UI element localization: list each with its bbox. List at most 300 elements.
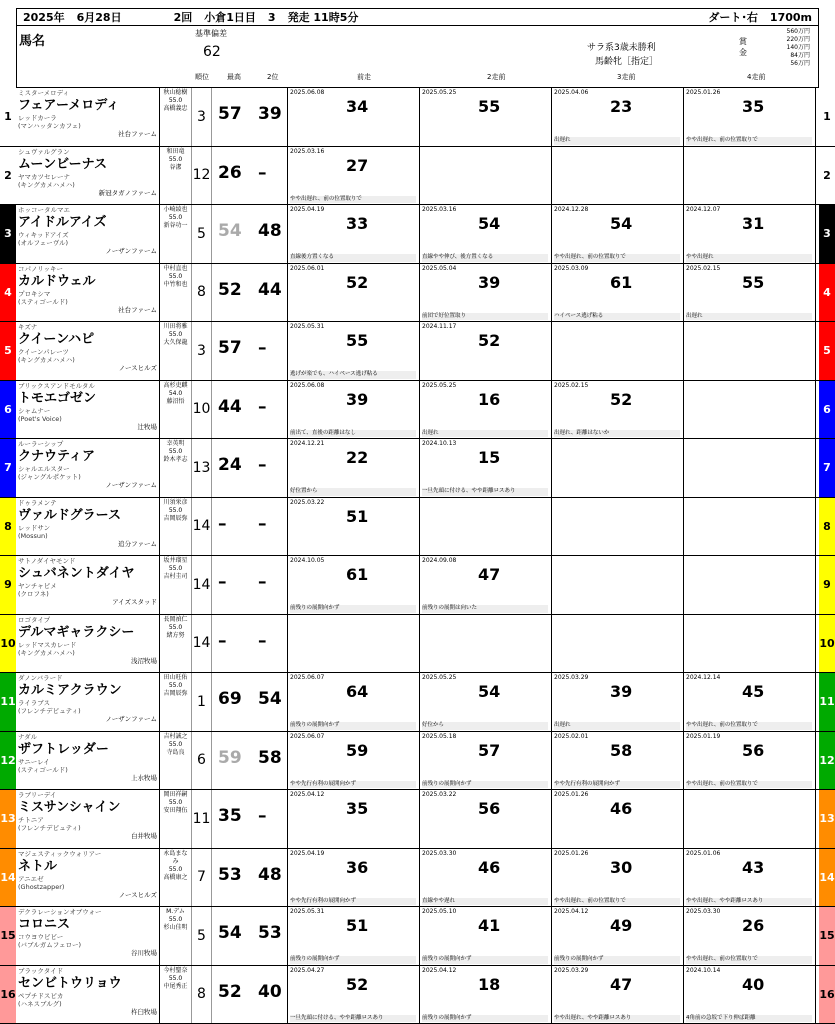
owner-name: アイズスタッド <box>112 598 157 606</box>
past-race-2 <box>420 147 552 205</box>
horse-number-left: 2 <box>0 147 16 205</box>
past-race-date: 2025.05.25 <box>422 89 457 96</box>
past-race-note: 前残りの展開向かず <box>290 956 416 964</box>
max-index: 26 <box>218 162 242 183</box>
past-race-1 <box>288 615 420 673</box>
horse-number-left: 16 <box>0 966 16 1024</box>
owner-name: 上水牧場 <box>131 773 157 782</box>
horse-number-left: 10 <box>0 615 16 673</box>
max-index: 52 <box>218 981 242 1002</box>
weight-rule: 馬齢牝［指定］ <box>595 57 659 67</box>
past-race-3 <box>552 88 684 146</box>
max-index: 52 <box>218 279 242 300</box>
horse-name: コロニス <box>18 917 71 932</box>
past-race-date: 2025.04.19 <box>290 206 325 213</box>
race-number: 3 <box>267 10 276 24</box>
dam-name: プロキシマ <box>18 289 51 298</box>
past-race-index: 40 <box>742 974 765 994</box>
past-race-4 <box>684 88 816 146</box>
trainer-name: 高橋義忠 <box>163 105 188 112</box>
horse-name: シュバネントダイヤ <box>18 566 135 581</box>
table-row <box>0 907 835 966</box>
past-race-date: 2025.04.12 <box>290 791 325 798</box>
dam-sire-name: (キングカメハメハ) <box>18 356 75 364</box>
horse-number-left: 5 <box>0 322 16 380</box>
past-race-index: 39 <box>478 272 501 292</box>
horse-number-left: 14 <box>0 849 16 907</box>
past-race-date: 2025.03.16 <box>290 147 325 155</box>
past-race-index: 52 <box>478 331 501 350</box>
speed-index <box>212 732 288 790</box>
past-race-4 <box>684 381 816 439</box>
speed-index <box>212 673 288 731</box>
horse-info <box>16 322 160 380</box>
past-race-3 <box>552 966 684 1024</box>
past-race-note: 一旦先頭に付ける、やや距離ロスあり <box>422 488 548 496</box>
max-index: 44 <box>218 396 242 417</box>
past-race-index: 51 <box>346 506 369 526</box>
jockey-info <box>160 615 192 673</box>
past-race-index: 39 <box>610 682 633 701</box>
past-race-note: 出遅れ <box>686 313 812 321</box>
second-index: 54 <box>258 689 282 709</box>
weight: 54.0 <box>168 389 183 397</box>
sire-name: ホッコータルマエ <box>18 206 70 214</box>
table-row <box>0 322 835 381</box>
past-race-1 <box>288 439 420 497</box>
horse-name: アイドルアイズ <box>18 215 107 230</box>
table-row <box>0 849 835 908</box>
past-race-index: 57 <box>478 740 501 760</box>
past-race-4 <box>684 732 816 790</box>
past-race-date: 2025.05.18 <box>422 732 457 740</box>
past-race-note: 前残りの展開向かず <box>422 956 548 964</box>
jockey-name: 永島まなみ <box>163 849 188 865</box>
dam-name: コウヨウビビー <box>18 933 64 941</box>
past-race-note: 逃げが楽でも、ハイペース逃げ粘る <box>290 371 416 379</box>
horse-info <box>16 381 160 439</box>
past-race-3 <box>552 907 684 965</box>
past-race-index: 47 <box>478 565 501 584</box>
past-race-date: 2025.03.09 <box>554 264 589 272</box>
trainer-name: 吉岡辰弥 <box>163 690 188 697</box>
distance: 1700m <box>769 10 812 24</box>
past-race-3 <box>552 205 684 263</box>
past-race-1 <box>288 264 420 322</box>
past-race-index: 15 <box>478 448 501 467</box>
table-row <box>0 732 835 791</box>
max-index: 69 <box>218 689 242 709</box>
past-race-index: 61 <box>346 565 369 584</box>
trainer-name: 大久保龍 <box>163 339 188 346</box>
owner-name: 浅沼牧場 <box>131 656 157 665</box>
jockey-info <box>160 966 192 1024</box>
trainer-name: 中尾秀正 <box>163 982 188 990</box>
past-race-date: 2024.10.13 <box>422 440 457 447</box>
past-race-note: 前残りの展開は向いた <box>422 605 548 613</box>
speed-index <box>212 88 288 146</box>
past-race-note: 好位から <box>422 722 548 730</box>
past-race-index: 27 <box>346 155 369 175</box>
speed-index <box>212 264 288 322</box>
dam-sire-name: (マンハッタンカフェ) <box>18 122 81 130</box>
owner-name: 社台ファーム <box>118 130 157 138</box>
trainer-name: 安田翔伍 <box>163 807 188 814</box>
owner-name: 辻牧場 <box>137 422 157 431</box>
col-rank: 順位 <box>195 73 209 81</box>
max-index: 57 <box>218 104 242 124</box>
past-race-date: 2025.04.12 <box>422 966 457 974</box>
dam-name: シャムナー <box>18 406 51 415</box>
past-race-note: 4角前の急坂で下り伸ば距離 <box>686 1015 812 1023</box>
dam-sire-name: (ハネスブルグ) <box>18 999 62 1008</box>
max-index: – <box>218 513 227 534</box>
jockey-name: 小崎綾也 <box>163 206 188 213</box>
jockey-name: 今村聖奈 <box>163 966 188 974</box>
jockey-info <box>160 673 192 731</box>
horse-number-right: 1 <box>819 88 835 146</box>
jockey-info <box>160 790 192 848</box>
past-race-date: 2025.02.15 <box>686 264 721 272</box>
speed-index <box>212 205 288 263</box>
past-race-date: 2025.06.08 <box>290 89 325 96</box>
trainer-name: 寺島良 <box>166 748 185 756</box>
horse-number-left: 4 <box>0 264 16 322</box>
past-race-date: 2024.10.05 <box>290 557 325 564</box>
past-race-4 <box>684 205 816 263</box>
jockey-name: M.デム <box>166 908 185 915</box>
race-year: 2025年 <box>23 11 65 24</box>
table-row <box>0 381 835 440</box>
past-race-date: 2025.05.25 <box>422 674 457 681</box>
past-race-3 <box>552 732 684 790</box>
past-race-4 <box>684 556 816 614</box>
dam-name: アニエゼ <box>18 874 44 883</box>
jockey-name: 坂井瑠星 <box>163 557 188 564</box>
past-race-index: 51 <box>346 916 369 935</box>
past-race-note: 前残りの展開向かず <box>422 1015 548 1023</box>
past-race-date: 2025.06.08 <box>290 381 325 389</box>
past-race-date: 2025.03.30 <box>686 908 721 915</box>
jockey-info <box>160 556 192 614</box>
owner-name: 追分ファーム <box>118 539 157 548</box>
horse-number-right: 10 <box>819 615 835 673</box>
past-race-note: やや出遅れ、やや距離ロスあり <box>686 898 812 906</box>
dam-name: チトニア <box>18 816 44 824</box>
past-race-date: 2024.09.08 <box>422 557 457 564</box>
past-race-index: 52 <box>346 272 369 292</box>
past-race-date: 2025.02.15 <box>554 381 589 389</box>
race-day: 6月28日 <box>76 11 122 24</box>
weight: 55.0 <box>168 682 183 689</box>
trainer-name: 吉岡辰弥 <box>163 514 188 522</box>
past-race-date: 2025.04.19 <box>290 849 325 857</box>
trainer-name: 中竹和也 <box>163 280 188 288</box>
dam-sire-name: (Poet's Voice) <box>18 414 62 423</box>
rank: 14 <box>192 556 212 614</box>
rank: 6 <box>192 732 212 790</box>
past-race-note: ハイペース逃げ粘る <box>554 313 680 321</box>
rank: 14 <box>192 498 212 556</box>
dam-name: レッドサン <box>18 523 51 532</box>
rank: 5 <box>192 205 212 263</box>
past-race-4 <box>684 322 816 380</box>
horse-number-right: 7 <box>819 439 835 497</box>
past-race-3 <box>552 673 684 731</box>
table-row <box>0 790 835 849</box>
sire-name: コパノリッキー <box>18 264 63 273</box>
past-race-date: 2024.10.14 <box>686 966 721 974</box>
horse-name: トモエゴゼン <box>18 390 97 406</box>
sire-name: サトノダイヤモンド <box>18 557 76 565</box>
col-2nd-last: 2走前 <box>487 73 506 81</box>
past-race-note: やや出遅れ、前の位置取りで <box>686 781 812 789</box>
past-race-note: 前残りの展開向かず <box>422 781 548 789</box>
jockey-info <box>160 322 192 380</box>
jockey-name: 和田竜 <box>166 147 185 155</box>
table-row <box>0 205 835 264</box>
trainer-name: 新谷功一 <box>163 222 188 229</box>
past-race-2 <box>420 322 552 380</box>
past-race-2 <box>420 673 552 731</box>
past-race-2 <box>420 381 552 439</box>
past-race-2 <box>420 907 552 965</box>
dam-sire-name: (キングカメハメハ) <box>18 648 75 657</box>
prize-label: 賞金 <box>739 37 747 57</box>
past-race-index: 30 <box>610 857 633 877</box>
horse-number-right: 6 <box>819 381 835 439</box>
past-race-4 <box>684 147 816 205</box>
max-index: 35 <box>218 806 242 826</box>
horse-number-left: 8 <box>0 498 16 556</box>
weight: 55.0 <box>168 974 183 982</box>
rank: 12 <box>192 147 212 205</box>
horse-name: クイーンハピ <box>18 332 95 347</box>
sire-name: ダノンバラード <box>18 674 63 682</box>
jockey-name: 吉村誠之 <box>163 732 188 740</box>
owner-name: ノーザンファーム <box>105 247 157 255</box>
past-race-index: 61 <box>610 272 633 292</box>
past-race-date: 2024.12.28 <box>554 206 589 213</box>
second-index: – <box>258 162 267 183</box>
past-race-index: 55 <box>346 331 369 350</box>
sire-name: シュヴァルグラン <box>18 147 70 156</box>
table-row <box>0 264 835 323</box>
jockey-name: 長岡禎仁 <box>163 615 188 623</box>
owner-name: 谷川牧場 <box>131 949 157 957</box>
jockey-info <box>160 147 192 205</box>
past-race-note: 前残りの展開向かず <box>554 956 680 964</box>
horse-number-right: 12 <box>819 732 835 790</box>
past-race-date: 2024.12.14 <box>686 674 721 681</box>
weight: 55.0 <box>168 155 183 163</box>
past-race-date: 2025.01.26 <box>686 89 721 96</box>
table-row <box>0 556 835 615</box>
past-race-1 <box>288 205 420 263</box>
past-race-index: 41 <box>478 916 501 935</box>
past-race-date: 2025.04.12 <box>554 908 589 915</box>
col-second: 2位 <box>267 73 279 81</box>
second-index: – <box>258 513 267 534</box>
past-race-1 <box>288 907 420 965</box>
past-race-index: 56 <box>478 799 501 818</box>
horse-name: カルドウェル <box>18 273 96 289</box>
dam-name: シャルエルスター <box>18 465 70 473</box>
horse-name: ミスサンシャイン <box>18 800 121 815</box>
sire-name: デクラレーションオブウォー <box>18 908 102 916</box>
second-index: 44 <box>258 279 282 300</box>
past-race-1 <box>288 556 420 614</box>
past-race-3 <box>552 498 684 556</box>
past-race-date: 2025.05.25 <box>422 381 457 389</box>
speed-index <box>212 381 288 439</box>
horse-number-left: 9 <box>0 556 16 614</box>
horse-number-right: 14 <box>819 849 835 907</box>
speed-index <box>212 556 288 614</box>
past-race-note: 出遅れ <box>554 722 680 730</box>
past-race-index: 55 <box>478 97 501 116</box>
past-race-date: 2025.01.19 <box>686 732 721 740</box>
trainer-name: 鈴木孝志 <box>163 456 188 463</box>
horse-number-left: 11 <box>0 673 16 731</box>
horse-info <box>16 556 160 614</box>
past-race-note: 出遅れ <box>554 137 680 145</box>
race-venue: 小倉1日目 <box>204 11 256 24</box>
jockey-info <box>160 439 192 497</box>
past-race-date: 2025.03.22 <box>290 498 325 506</box>
owner-name: ノースヒルズ <box>118 890 157 899</box>
past-race-date: 2024.11.17 <box>422 323 457 330</box>
weight: 55.0 <box>168 214 183 221</box>
horse-number-left: 3 <box>0 205 16 263</box>
max-index: 24 <box>218 455 242 475</box>
dam-name: レッドマスカレード <box>18 640 77 649</box>
col-last: 前走 <box>357 73 371 81</box>
horse-number-right: 8 <box>819 498 835 556</box>
horse-info <box>16 849 160 907</box>
past-race-1 <box>288 673 420 731</box>
race-class: サラ系3歳未勝利 <box>587 43 656 53</box>
horse-info <box>16 673 160 731</box>
past-race-1 <box>288 88 420 146</box>
past-race-3 <box>552 381 684 439</box>
horse-number-left: 13 <box>0 790 16 848</box>
past-race-index: 49 <box>610 916 633 935</box>
past-race-date: 2025.04.27 <box>290 966 325 974</box>
second-index: 40 <box>258 981 282 1002</box>
jockey-name: 幸英明 <box>166 440 185 447</box>
rank: 13 <box>192 439 212 497</box>
past-race-1 <box>288 147 420 205</box>
trainer-name: 吉村圭司 <box>163 573 188 580</box>
dam-sire-name: (ジャングルポケット) <box>18 473 81 481</box>
past-race-2 <box>420 790 552 848</box>
weight: 55.0 <box>168 740 183 748</box>
past-race-2 <box>420 556 552 614</box>
trainer-name: 杉山佳明 <box>163 924 188 931</box>
past-race-1 <box>288 732 420 790</box>
past-race-3 <box>552 849 684 907</box>
second-index: – <box>258 572 267 592</box>
past-race-date: 2025.05.04 <box>422 264 457 272</box>
past-race-4 <box>684 966 816 1024</box>
past-race-index: 22 <box>346 448 369 467</box>
horse-name: ネトル <box>18 858 58 874</box>
race-title-bar <box>16 8 819 26</box>
weight: 55.0 <box>168 623 183 631</box>
speed-index <box>212 322 288 380</box>
dam-sire-name: (クロフネ) <box>18 590 49 598</box>
past-race-note: やや先行有利の展開向かず <box>290 898 416 906</box>
jockey-name: 岡田祥嗣 <box>163 791 188 798</box>
jockey-name: 中村直也 <box>163 264 188 272</box>
jockey-info <box>160 849 192 907</box>
speed-index <box>212 849 288 907</box>
past-race-note: やや出遅れ、前の位置取りで <box>686 956 812 964</box>
sire-name: ラブリーデイ <box>18 791 57 799</box>
past-race-index: 23 <box>610 97 633 116</box>
past-race-note: やや出遅れ、前の位置取りで <box>554 254 680 262</box>
speed-index <box>212 147 288 205</box>
weight: 55.0 <box>168 565 183 572</box>
past-race-date: 2025.01.26 <box>554 849 589 857</box>
dam-sire-name: (キングカメハメハ) <box>18 180 75 189</box>
weight: 55.0 <box>168 272 183 280</box>
horse-name: センビトウリョウ <box>18 975 122 991</box>
col-max: 最高 <box>227 73 241 81</box>
dam-name: クイーンパレーツ <box>18 348 69 356</box>
past-race-3 <box>552 322 684 380</box>
trainer-name: 高橋康之 <box>163 873 188 881</box>
sire-name: ルーラーシップ <box>18 440 64 448</box>
past-race-1 <box>288 381 420 439</box>
owner-name: ノースヒルズ <box>118 364 157 372</box>
horse-name: カルミアクラウン <box>18 683 122 698</box>
jockey-name: 高杉吏麒 <box>163 381 188 389</box>
past-race-1 <box>288 322 420 380</box>
horse-info <box>16 907 160 965</box>
horse-number-right: 4 <box>819 264 835 322</box>
past-race-date: 2025.03.29 <box>554 966 589 974</box>
past-race-4 <box>684 849 816 907</box>
dam-sire-name: (スティゴールド) <box>18 765 68 774</box>
dam-sire-name: (Mossun) <box>18 531 48 540</box>
horse-number-right: 5 <box>819 322 835 380</box>
sire-name: ブラックタイド <box>18 966 64 975</box>
jockey-info <box>160 88 192 146</box>
past-race-3 <box>552 147 684 205</box>
second-index: – <box>258 806 267 826</box>
past-race-date: 2025.06.01 <box>290 264 325 272</box>
horse-name: ヴァルドグラース <box>18 507 121 523</box>
past-race-1 <box>288 966 420 1024</box>
dam-name: ライラブス <box>18 699 51 707</box>
weight: 55.0 <box>168 448 183 455</box>
past-race-note: 出遅れ <box>422 430 548 438</box>
past-race-note: 前残りの展開向かず <box>290 722 416 730</box>
horse-number-right: 9 <box>819 556 835 614</box>
past-race-index: 18 <box>478 974 501 994</box>
past-race-3 <box>552 615 684 673</box>
horse-info <box>16 264 160 322</box>
past-race-index: 55 <box>742 272 765 292</box>
past-race-4 <box>684 673 816 731</box>
past-race-4 <box>684 907 816 965</box>
owner-name: 社台ファーム <box>118 305 157 314</box>
jockey-info <box>160 205 192 263</box>
past-race-2 <box>420 498 552 556</box>
past-race-index: 36 <box>346 857 369 877</box>
